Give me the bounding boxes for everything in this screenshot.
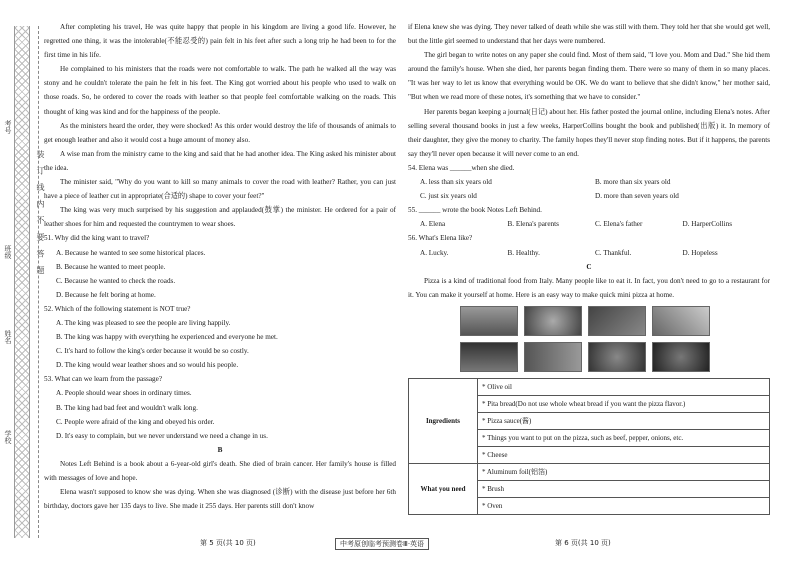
ingredient-item: * Cheese [478, 446, 770, 463]
option: C. just six years old [420, 192, 477, 201]
question-51: 51. Why did the king want to travel? [44, 234, 150, 243]
ingredients-table [408, 378, 770, 515]
bread-photo [524, 306, 582, 336]
pizza-steps-photos [460, 306, 730, 372]
option: D. Because he felt boring at home. [56, 290, 156, 299]
paragraph: Notes Left Behind is a book about a 6-year-old girl's death. She died of brain cancer. Her family's house is filled with messages of love and hope. [44, 459, 396, 482]
option: B. The king was happy with everything he experienced and everyone he met. [56, 333, 278, 342]
binding-margin [0, 0, 45, 561]
paragraph: He complained to his ministers that the roads were not comfortable to walk. The path he walked all the way was stony and he couldn't tolerate the pain he felt in his feet. The King got worried about his people who used to walk on those roads. So, he ordered to cover the roads with leather so that people feel comfortable walking on the roads. This thought of king was kind and for the happiness of the people. [44, 65, 396, 116]
question-53: 53. What can we learn from the passage? [44, 375, 163, 384]
need-label: What you need [409, 463, 478, 514]
ingredient-item: * Pita bread(Do not use whole wheat bread if you want the pizza flavor.) [478, 395, 770, 412]
question-52: 52. Which of the following statement is NOT true? [44, 304, 191, 313]
question-54: 54. Elena was ______when she died. [408, 163, 515, 172]
option: D. Hopeless [682, 248, 718, 257]
options-row [408, 175, 770, 189]
paragraph: Elena wasn't supposed to know she was dying. When she was diagnosed (诊断) with the disease just before her 6th birthday, doctors gave her 135 days to live. She made it 255 days. Her parents still don't know [44, 488, 396, 511]
option: A. Because he wanted to see some historical places. [56, 248, 206, 257]
paragraph: Her parents began keeping a journal(日记) about her. His father posted the journal online, including Elena's notes. After selling several thousand books in just a few weeks, HarperCollins bought the book and published(出版) it. In memory of their daughter, they give the money to charity. The family hopes they'll never stop finding notes. But if it happens, the parents say they'll never open because it will never come to an end. [408, 107, 770, 158]
page-number-right: 第 6 页(共 10 页) [555, 539, 611, 547]
option: B. Elena's parents [507, 220, 559, 229]
brush-oil-photo [588, 306, 646, 336]
option: B. Healthy. [507, 248, 540, 257]
option: C. People were afraid of the king and obeyed his order. [56, 417, 215, 426]
paragraph: A wise man from the ministry came to the king and said that he had another idea. The King asked his minister about the idea. [44, 149, 396, 172]
paragraph: The minister said, "Why do you want to kill so many animals to cover the road with leather? Rather, you can just have a piece of leather cut in appropriate(合适的) shape to cover your feet?" [44, 178, 396, 201]
option: C. Thankful. [595, 248, 632, 257]
need-item: * Aluminum foil(铝箔) [478, 463, 770, 480]
option: D. It's easy to complain, but we never understand we need a change in us. [56, 431, 268, 440]
right-column [408, 20, 770, 515]
toppings-photo [460, 342, 518, 372]
option: D. HarperCollins [682, 220, 733, 229]
class-label: 班级 [4, 245, 12, 259]
paragraph: The girl began to write notes on any paper she could find. Most of them said, "I love you. Mom and Dad." She hid them around the family's house. When she died, her parents began finding them. There were so many of them in so many places. "It was her way to let us know that everything would be OK. We do want to believe that she didn't know," her mother said, "But when we read more of these notes, it's something that we have to consider." [408, 51, 770, 102]
paragraph: if Elena knew she was dying. They never talked of death while she was still with them. They told her that she would get well, but the little girl seemed to understand that her days were numbered. [408, 23, 770, 46]
option: A. The king was pleased to see the people are living happily. [56, 318, 231, 327]
need-item: * Brush [478, 480, 770, 497]
paragraph: After completing his travel, He was quite happy that people in his kingdom are living a good life. However, he regretted one thing, it was the intolerable(不能忍受的) pain felt in his feet after such a long trip he had been to for the first time in his life. [44, 23, 396, 60]
options-row [408, 189, 770, 203]
need-item: * Oven [478, 497, 770, 514]
option: D. The king would wear leather shoes and so would his people. [56, 361, 239, 370]
question-56: 56. What's Elena like? [408, 234, 473, 243]
option: A. People should wear shoes in ordinary times. [56, 389, 192, 398]
option: C. It's hard to follow the king's order because it would be so costly. [56, 347, 249, 356]
option: D. more than seven years old [595, 192, 679, 201]
section-b-heading: B [217, 445, 223, 454]
question-55: 55. ______ wrote the book Notes Left Behind. [408, 206, 542, 215]
option: A. less than six years old [420, 178, 492, 187]
section-c-heading: C [586, 262, 592, 271]
ingredients-label: Ingredients [409, 378, 478, 463]
paragraph: Pizza is a kind of traditional food from Italy. Many people like to eat it. In fact, you don't need to go to a restaurant for it. You can make it yourself at home. Here is an easy way to make quick mini pizza at home. [408, 276, 770, 299]
exam-number-label: 考号 [4, 120, 12, 134]
school-label: 学校 [4, 430, 12, 444]
name-label: 姓名 [4, 330, 12, 344]
cut-line [38, 26, 39, 538]
left-column [44, 20, 396, 513]
baking-photo [588, 342, 646, 372]
paragraph: As the ministers heard the order, they were shocked! As this order would destroy the life of thousands of animals to get enough leather and also it would cost a huge amount of money also. [44, 121, 396, 144]
options-row [408, 246, 770, 260]
option: C. Because he wanted to check the roads. [56, 276, 176, 285]
option: B. more than six years old [595, 178, 671, 187]
option: A. Lucky. [420, 248, 449, 257]
option: B. Because he wanted to meet people. [56, 262, 166, 271]
exam-title-footer: 中考原创临考预测卷Ⅲ·英语 [335, 538, 429, 550]
paragraph: The king was very much surprised by his suggestion and applauded(鼓掌) the minister. He ordered for a pair of leather shoes for him and requested the countrymen to wear shoes. [44, 206, 396, 229]
ingredient-item: * Things you want to put on the pizza, such as beef, pepper, onions, etc. [478, 429, 770, 446]
option: B. The king had bad feet and wouldn't walk long. [56, 403, 198, 412]
ingredient-item: * Pizza sauce(酱) [478, 412, 770, 429]
sauce-photo [652, 306, 710, 336]
oven-photo [460, 306, 518, 336]
ingredient-item: * Olive oil [478, 378, 770, 395]
binding-hatch [14, 26, 30, 538]
option: A. Elena [420, 220, 446, 229]
seal-line-text: 装 订 线 内 不 要 答 题 [36, 150, 45, 277]
page-number-left: 第 5 页(共 10 页) [200, 539, 256, 547]
cheese-photo [524, 342, 582, 372]
option: C. Elena's father [595, 220, 643, 229]
options-row [408, 217, 770, 231]
pizza-photo [652, 342, 710, 372]
